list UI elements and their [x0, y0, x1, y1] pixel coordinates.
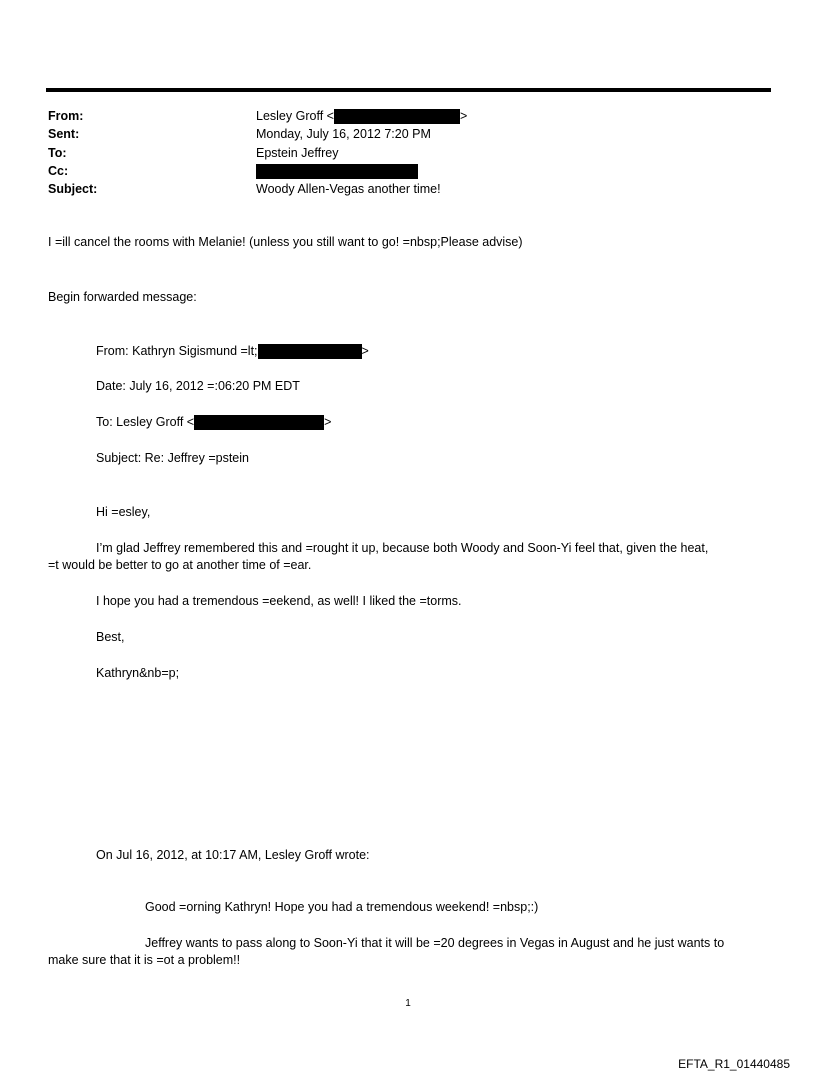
subject-value: Woody Allen-Vegas another time! — [256, 182, 441, 196]
page-number: 1 — [405, 998, 411, 1009]
fwd-from-text: From: Kathryn Sigismund =lt; — [96, 344, 258, 358]
fwd-para1-line2: =t would be better to go at another time of =ear. — [48, 558, 312, 572]
fwd-to-bracket: > — [324, 415, 332, 429]
from-value — [256, 108, 467, 124]
fwd-date: Date: July 16, 2012 =:06:20 PM EDT — [96, 379, 300, 393]
redaction-box — [258, 344, 362, 359]
quoted-para-line2: make sure that it is =ot a problem!! — [48, 953, 241, 967]
subject-label: Subject: — [48, 182, 98, 196]
fwd-to-text: To: Lesley Groff < — [96, 415, 195, 429]
from-name: Lesley Groff < — [256, 109, 334, 123]
redaction-box — [334, 109, 460, 124]
fwd-greeting: Hi =esley, — [96, 505, 151, 519]
fwd-from-bracket: > — [361, 344, 369, 358]
fwd-subject: Subject: Re: Jeffrey =pstein — [96, 451, 249, 465]
fwd-signature: Kathryn&nb=p; — [96, 666, 180, 680]
redaction-box — [256, 164, 418, 179]
from-bracket: > — [459, 109, 468, 123]
body-intro: I =ill cancel the rooms with Melanie! (unless you still want to go! =nbsp;Please advise) — [48, 235, 523, 249]
from-label: From: — [48, 109, 84, 123]
forward-intro: Begin forwarded message: — [48, 290, 197, 304]
quoted-greeting: Good =orning Kathryn! Hope you had a tremendous weekend! =nbsp;:) — [145, 900, 539, 914]
fwd-para2: I hope you had a tremendous =eekend, as well! I liked the =torms. — [96, 594, 462, 608]
fwd-from — [96, 343, 369, 359]
to-label: To: — [48, 146, 67, 160]
sent-value: Monday, July 16, 2012 7:20 PM — [256, 127, 431, 141]
bates-number: EFTA_R1_01440485 — [678, 1057, 790, 1071]
quoted-para-line1: Jeffrey wants to pass along to Soon-Yi that it will be =20 degrees in Vegas in August and he just wants to — [145, 936, 725, 950]
fwd-para1-line1: I’m glad Jeffrey remembered this and =rought it up, because both Woody and Soon-Yi feel that, given the heat, — [96, 541, 709, 555]
fwd-closing: Best, — [96, 630, 125, 644]
cc-value — [256, 163, 418, 179]
fwd-to — [96, 414, 331, 430]
quoted-attribution: On Jul 16, 2012, at 10:17 AM, Lesley Groff wrote: — [96, 848, 370, 862]
header-rule — [46, 88, 771, 92]
to-value: Epstein Jeffrey — [256, 146, 339, 160]
redaction-box — [194, 415, 324, 430]
sent-label: Sent: — [48, 127, 80, 141]
cc-label: Cc: — [48, 164, 69, 178]
